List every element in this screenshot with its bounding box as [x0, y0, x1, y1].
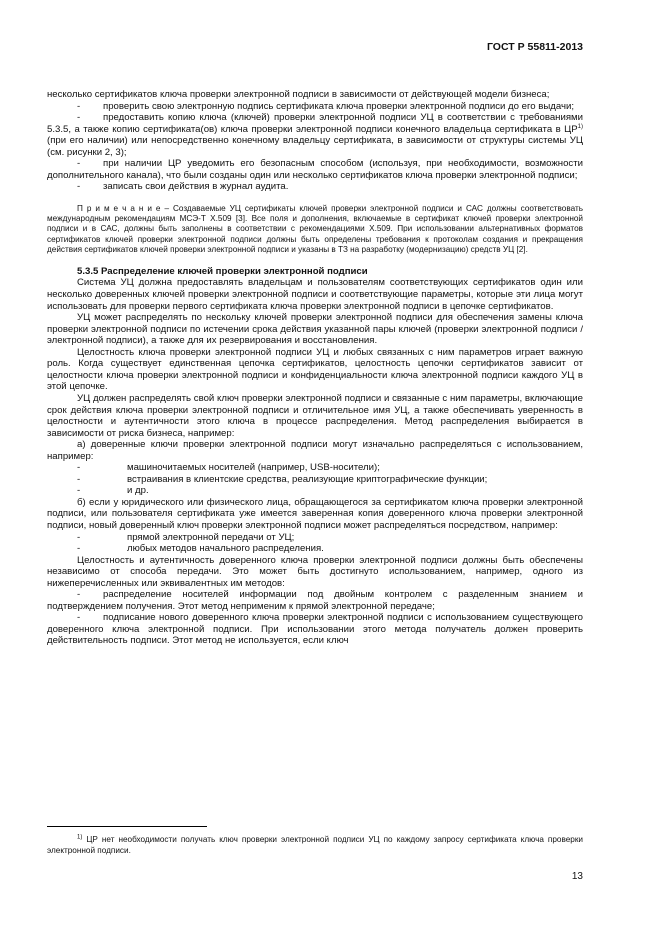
dash-marker: -: [77, 589, 81, 601]
list-item: [47, 589, 583, 612]
list-item-text: машиночитаемых носителей (например, USB-носители);: [127, 462, 380, 474]
list-item-text: (при его наличии) или непосредственно конечному владельцу сертификата, в зависимости от структуры системы УЦ (см. рисунки 2, 3);: [47, 135, 583, 158]
footnote: [47, 835, 583, 856]
dash-marker: -: [77, 543, 81, 555]
list-item: [47, 101, 583, 113]
list-item: [47, 532, 583, 544]
footnote-text: ЦР нет необходимости получать ключ проверки электронной подписи УЦ по каждому запросу сертификата ключа проверки электронной подписи.: [47, 835, 583, 855]
dash-marker: -: [77, 473, 81, 485]
paragraph: УЦ должен распределять свой ключ проверки электронной подписи и связанные с ним параметры, включающие срок действия ключа проверки электронной подписи и отличительное имя УЦ, а также обеспечивать уверенность в целостности и аутентичности этого ключа в процессе распределения. Метод распределения выбирается в зависимости от риска бизнеса, например:: [47, 392, 583, 439]
dash-marker: -: [77, 485, 81, 497]
list-item: [47, 181, 583, 193]
paragraph: Целостность и аутентичность доверенного ключа проверки электронной подписи должны быть обеспечены независимо от способа передачи. Это может быть достигнуто использованием, например, одного из нижеперечисленных или эквивалентных им методов:: [47, 554, 583, 589]
dash-marker: -: [77, 462, 81, 474]
page-number: 13: [571, 871, 583, 882]
note: П р и м е ч а н и е – Создаваемые УЦ сертификаты ключей проверки электронной подписи и САС должны соответствовать международным рекомендациям МСЭ-Т X.509 [3]. Все поля и дополнения, включаемые в сертификат ключей проверки электронной подписи и в САС, должны быть заполнены в соответствии с рекомендациями X.509. При использовании альтернативных форматов сертификатов ключей проверки электронной подписи должны быть определены требования к протоколам создания и прекращения действия сертификатов ключей проверки электронной подписи и указаны в ТЗ на разработку (модернизацию) средств УЦ [2].: [47, 203, 583, 254]
paragraph: УЦ может распределять по нескольку ключей проверки электронной подписи для обеспечения замены ключа проверки электронной подписи по истечении срока действия указанной пары ключей (проверки электронной подписи / электронной подписи), а также для их резервирования и восстановления.: [47, 312, 583, 347]
list-item: [47, 158, 583, 181]
footnote-divider: [47, 826, 207, 827]
dash-marker: -: [77, 612, 81, 624]
dash-marker: -: [77, 112, 81, 124]
list-item-text: прямой электронной передачи от УЦ;: [127, 531, 295, 543]
dash-marker: -: [77, 181, 81, 193]
list-item-text: и др.: [127, 485, 149, 497]
paragraph: а) доверенные ключи проверки электронной подписи могут изначально распределяться с использованием, например:: [47, 439, 583, 462]
list-item-text: распределение носителей информации под двойным контролем с разделенным знанием и подтверждением получения. Этот метод неприменим к прямой электронной передаче;: [47, 589, 583, 612]
dash-marker: -: [77, 100, 81, 112]
list-item: [47, 462, 583, 474]
list-item-text: предоставить копию ключа (ключей) проверки электронной подписи УЦ в соответствии с требованиями 5.3.5, а также копию сертификата(ов) ключа проверки электронной подписи конечного владельца сертификата в ЦР: [47, 112, 583, 135]
section-heading: 5.3.5 Распределение ключей проверки электронной подписи: [77, 265, 368, 277]
footnote-ref: 1): [577, 123, 583, 130]
list-item: [47, 612, 583, 647]
paragraph: Система УЦ должна предоставлять владельцам и пользователям соответствующих сертификатов один или несколько доверенных ключей проверки электронной подписи и соответствующие параметры, которые эти лица могут использовать для проверки первого сертификата ключа проверки электронной подписи в цепочке сертификатов.: [47, 277, 583, 312]
list-item-text: проверить свою электронную подпись сертификата ключа проверки электронной подписи до его выдачи;: [103, 100, 575, 112]
paragraph: б) если у юридического или физического лица, обращающегося за сертификатом ключа проверки электронной подписи, или пользователя сертификата уже имеется заверенная копия доверенного ключа проверки электронной подписи, новый доверенный ключ проверки электронной подписи может распределяться посредством, например:: [47, 496, 583, 531]
list-item: [47, 474, 583, 486]
paragraph: несколько сертификатов ключа проверки электронной подписи в зависимости от действующей модели бизнеса;: [47, 89, 550, 100]
list-item: [47, 543, 583, 555]
list-item-text: встраивания в клиентские средства, реализующие криптографические функции;: [127, 473, 488, 485]
page-body: [47, 89, 583, 647]
list-item-text: при наличии ЦР уведомить его безопасным способом (используя, при необходимости, возможности дополнительного канала), что были созданы один или несколько сертификатов ключа проверки электронной подписи;: [47, 158, 583, 181]
list-item: [47, 112, 583, 158]
list-item-text: подписание нового доверенного ключа проверки электронной подписи с использованием существующего доверенного ключа электронной подписи. При использовании этого метода получатель должен проверить действительность подписи. Этот метод не используется, если ключ: [47, 612, 583, 647]
list-item: [47, 485, 583, 497]
paragraph: Целостность ключа проверки электронной подписи УЦ и любых связанных с ним параметров играет важную роль. Когда существует единственная цепочка сертификатов, целостность цепочки сертификатов зависит от целостности ключа проверки электронной подписи и конфиденциальности ключа электронной подписи каждого УЦ в этой цепочке.: [47, 346, 583, 393]
list-item-text: записать свои действия в журнал аудита.: [103, 181, 289, 193]
dash-marker: -: [77, 531, 81, 543]
dash-marker: -: [77, 158, 81, 170]
list-item-text: любых методов начального распределения.: [127, 543, 324, 555]
footnote-mark: 1): [77, 834, 83, 841]
document-id: ГОСТ Р 55811-2013: [486, 41, 583, 53]
